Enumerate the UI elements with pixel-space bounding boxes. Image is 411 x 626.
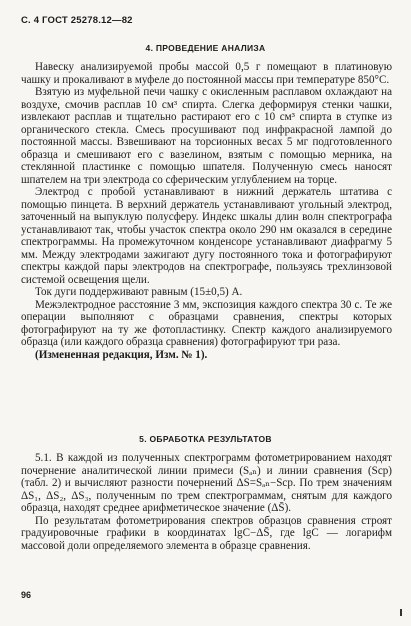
- section-5-body: [21, 452, 392, 552]
- section-5-title: 5. ОБРАБОТКА РЕЗУЛЬТАТОВ: [139, 434, 272, 444]
- paragraph-5-1: [21, 452, 392, 515]
- running-header: С. 4 ГОСТ 25278.12—82: [21, 15, 133, 26]
- paragraph: По результатам фотометрирования спектров образцов сравнения строят градуировочные графики в координатах lgC−ΔS̄, где lgC — логарифм массовой доли определяемого элемента в образце сравнения.: [21, 514, 392, 552]
- paragraph: Ток дуги поддерживают равным (15±0,5) А.: [35, 286, 243, 298]
- paragraph: Электрод с пробой устанавливают в нижний держатель штатива с помощью пинцета. В верхний держатель устанавливают угольный электрод, заточенный на выпуклую полусферу. Индекс шкалы длин волн спектрографа устанавливают так, чтобы участок спектра около 290 нм оказался в середине спектрограммы. На промежуточном конденсоре устанавливают диафрагму 5 мм. Между электродами зажигают дугу постоянного тока и фотографируют спектры каждой пары электродов на спектрографе, пользуясь трехлинзовой системой освещения щели.: [21, 186, 392, 286]
- section-4-body: [21, 61, 392, 361]
- paragraph: Взятую из муфельной печи чашку с окисленным расплавом охлаждают на воздухе, смочив расплав 10 см³ спирта. Слегка деформируя стенки чашки, извлекают расплав и тщательно растирают его с 10 см³ спирта в ступке из органического стекла. Смесь просушивают под инфракрасной лампой до постоянной массы. Взвешивают на торсионных весах 5 мг подготовленного образца и смешивают его с вазелином, взятым с помощью мерника, на стеклянной пластинке с помощью шпателя. Полученную смесь наносят шпателем на три электрода со сферическим углублением на торце.: [21, 86, 392, 186]
- paragraph-text: В каждой из полученных спектрограмм фотометрированием находят почернение аналитической линии примеси (Sₐₙ) и линии сравнения (Sср) (табл. 2) и вычисляют разности почернений ΔS=Sₐₙ−Sср. По трем значениям ΔS₁, ΔS₂, ΔS₃, полученным по трем спектрограммам, снятым для каждого образца, находят среднее арифметическое значение (ΔS̄).: [21, 452, 392, 514]
- page-number: 96: [21, 590, 32, 600]
- edition-note: (Измененная редакция, Изм. № 1).: [35, 348, 208, 361]
- section-4-title: 4. ПРОВЕДЕНИЕ АНАЛИЗА: [145, 43, 266, 53]
- paragraph: Навеску анализируемой пробы массой 0,5 г помещают в платиновую чашку и прокаливают в муфеле до постоянной массы при температуре 850°С.: [21, 61, 392, 86]
- paragraph-number: 5.1.: [35, 452, 52, 464]
- paragraph: Межэлектродное расстояние 3 мм, экспозиция каждого спектра 30 с. Те же операции выполняют с образцами сравнения, спектры которых фотографируют на ту же фотопластинку. Спектр каждого анализируемого образца (или каждого образца сравнения) фотографируют три раза.: [21, 298, 392, 348]
- margin-mark: [400, 609, 402, 616]
